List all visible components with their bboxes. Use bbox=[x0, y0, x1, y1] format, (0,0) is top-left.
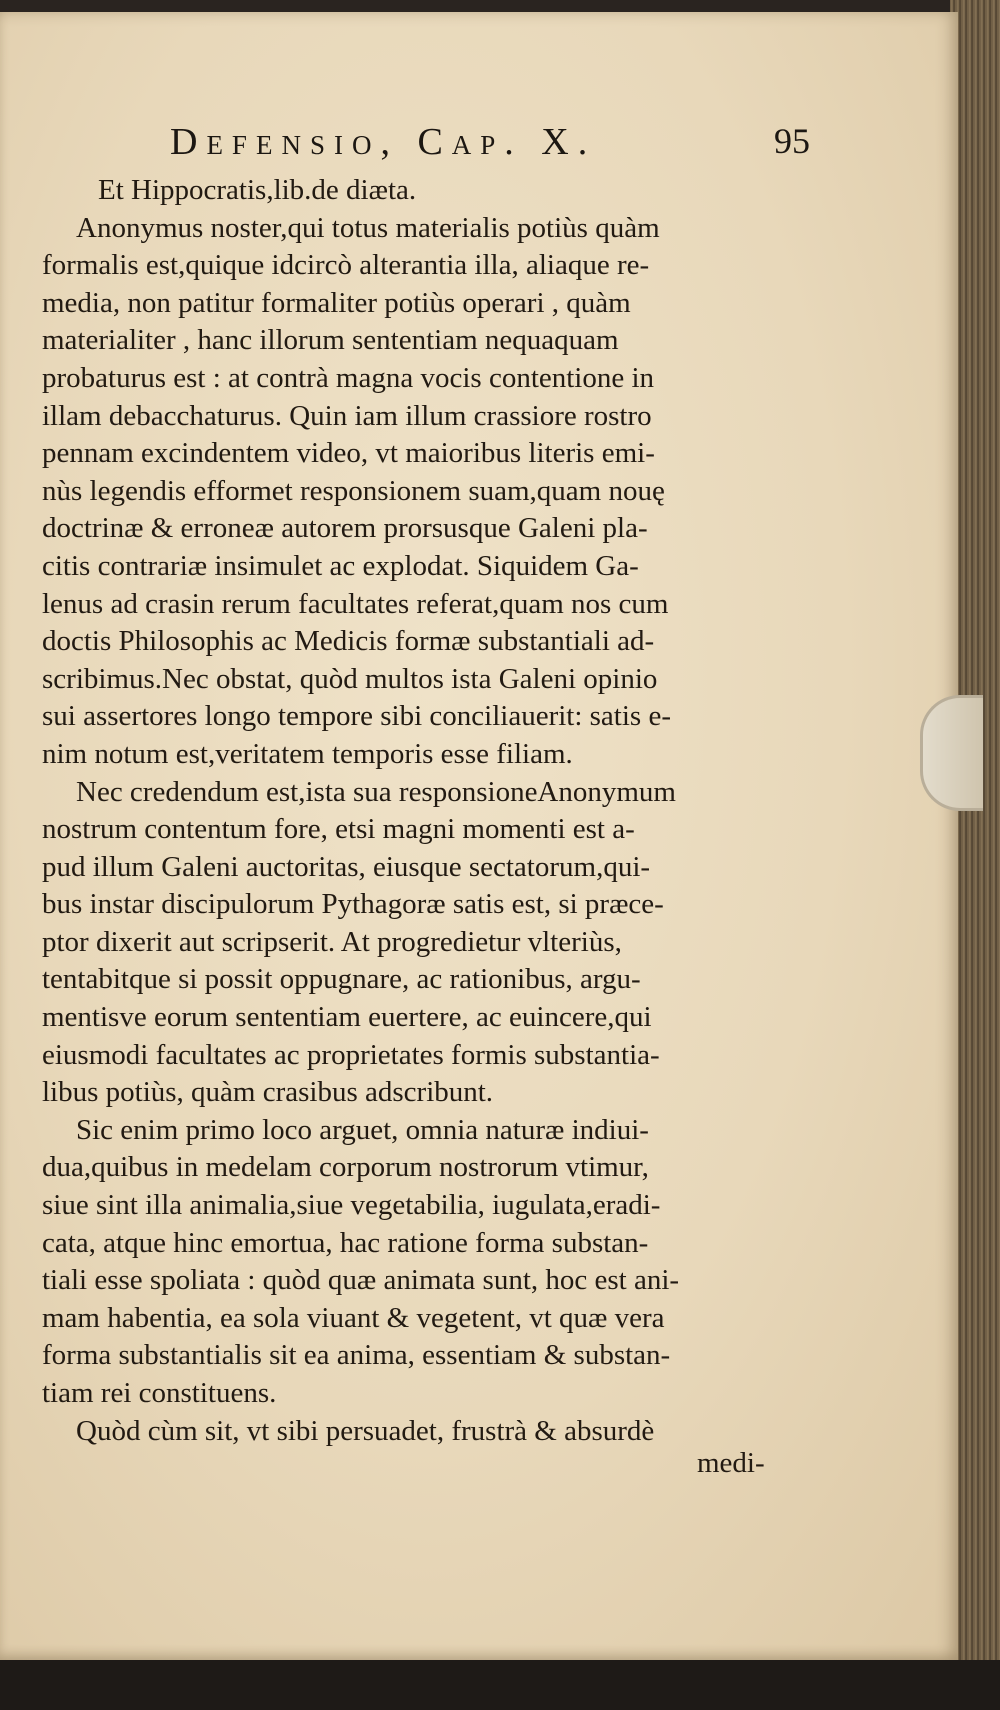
text-line: Nec credendum est,ista sua responsioneAnonymum bbox=[76, 775, 676, 808]
text-line: lenus ad crasin rerum facultates referat,quam nos cum bbox=[42, 587, 669, 620]
text-line: siue sint illa animalia,siue vegetabilia, iugulata,eradi- bbox=[42, 1189, 661, 1222]
text-line: sui assertores longo tempore sibi conciliauerit: satis e- bbox=[42, 700, 671, 733]
text-line: nùs legendis efformet responsionem suam,quam nouę bbox=[42, 474, 665, 507]
running-title: Defensio, Cap. X. bbox=[170, 121, 597, 163]
text-line: bus instar discipulorum Pythagoræ satis est, si præce- bbox=[42, 888, 664, 921]
text-line: doctrinæ & erroneæ autorem prorsusque Galeni pla- bbox=[42, 512, 648, 545]
text-line: eiusmodi facultates ac proprietates formis substantia- bbox=[42, 1038, 660, 1071]
body-text bbox=[42, 172, 782, 1450]
text-line: doctis Philosophis ac Medicis formæ substantiali ad- bbox=[42, 625, 655, 658]
text-line: scribimus.Nec obstat, quòd multos ista Galeni opinio bbox=[42, 662, 658, 695]
text-line: Quòd cùm sit, vt sibi persuadet, frustrà & absurdè bbox=[76, 1414, 655, 1447]
text-line: mentisve eorum sententiam euertere, ac euincere,qui bbox=[42, 1001, 652, 1034]
text-line: pennam excindentem video, vt maioribus literis emi- bbox=[42, 437, 655, 470]
text-line: tentabitque si possit oppugnare, ac rationibus, argu- bbox=[42, 963, 641, 996]
text-line: Anonymus noster,qui totus materialis potiùs quàm bbox=[76, 211, 660, 244]
page-header bbox=[170, 120, 810, 170]
scan-background bbox=[0, 1655, 1000, 1710]
text-line: libus potiùs, quàm crasibus adscribunt. bbox=[42, 1076, 494, 1109]
text-line: nim notum est,veritatem temporis esse filiam. bbox=[42, 737, 573, 770]
text-line: Sic enim primo loco arguet, omnia naturæ indiui- bbox=[76, 1113, 649, 1146]
book-page bbox=[0, 12, 958, 1660]
text-line: dua,quibus in medelam corporum nostrorum vtimur, bbox=[42, 1151, 649, 1184]
text-line: ptor dixerit aut scripserit. At progredietur vlteriùs, bbox=[42, 925, 622, 958]
text-line: Et Hippocratis,lib.de diæta. bbox=[98, 174, 417, 206]
text-line: materialiter , hanc illorum sententiam nequaquam bbox=[42, 324, 619, 357]
text-line: cata, atque hinc emortua, hac ratione forma substan- bbox=[42, 1226, 649, 1259]
text-line: citis contrariæ insimulet ac explodat. Siquidem Ga- bbox=[42, 549, 639, 582]
text-line: pud illum Galeni auctoritas, eiusque sectatorum,qui- bbox=[42, 850, 651, 883]
text-line: mam habentia, ea sola viuant & vegetent, vt quæ vera bbox=[42, 1301, 665, 1334]
text-line: tiali esse spoliata : quòd quæ animata sunt, hoc est ani- bbox=[42, 1264, 680, 1297]
text-line: forma substantialis sit ea anima, essentiam & substan- bbox=[42, 1339, 671, 1372]
text-line: probaturus est : at contrà magna vocis contentione in bbox=[42, 361, 655, 394]
text-line: media, non patitur formaliter potiùs operari , quàm bbox=[42, 286, 631, 319]
page-number: 95 bbox=[774, 121, 810, 161]
text-line: illam debacchaturus. Quin iam illum crassiore rostro bbox=[42, 399, 652, 432]
text-line: nostrum contentum fore, etsi magni momenti est a- bbox=[42, 813, 635, 846]
text-line: tiam rei constituens. bbox=[42, 1377, 277, 1409]
book-clasp bbox=[920, 695, 983, 811]
text-line: formalis est,quique idcircò alterantia illa, aliaque re- bbox=[42, 249, 650, 282]
catchword: medi- bbox=[697, 1447, 765, 1479]
